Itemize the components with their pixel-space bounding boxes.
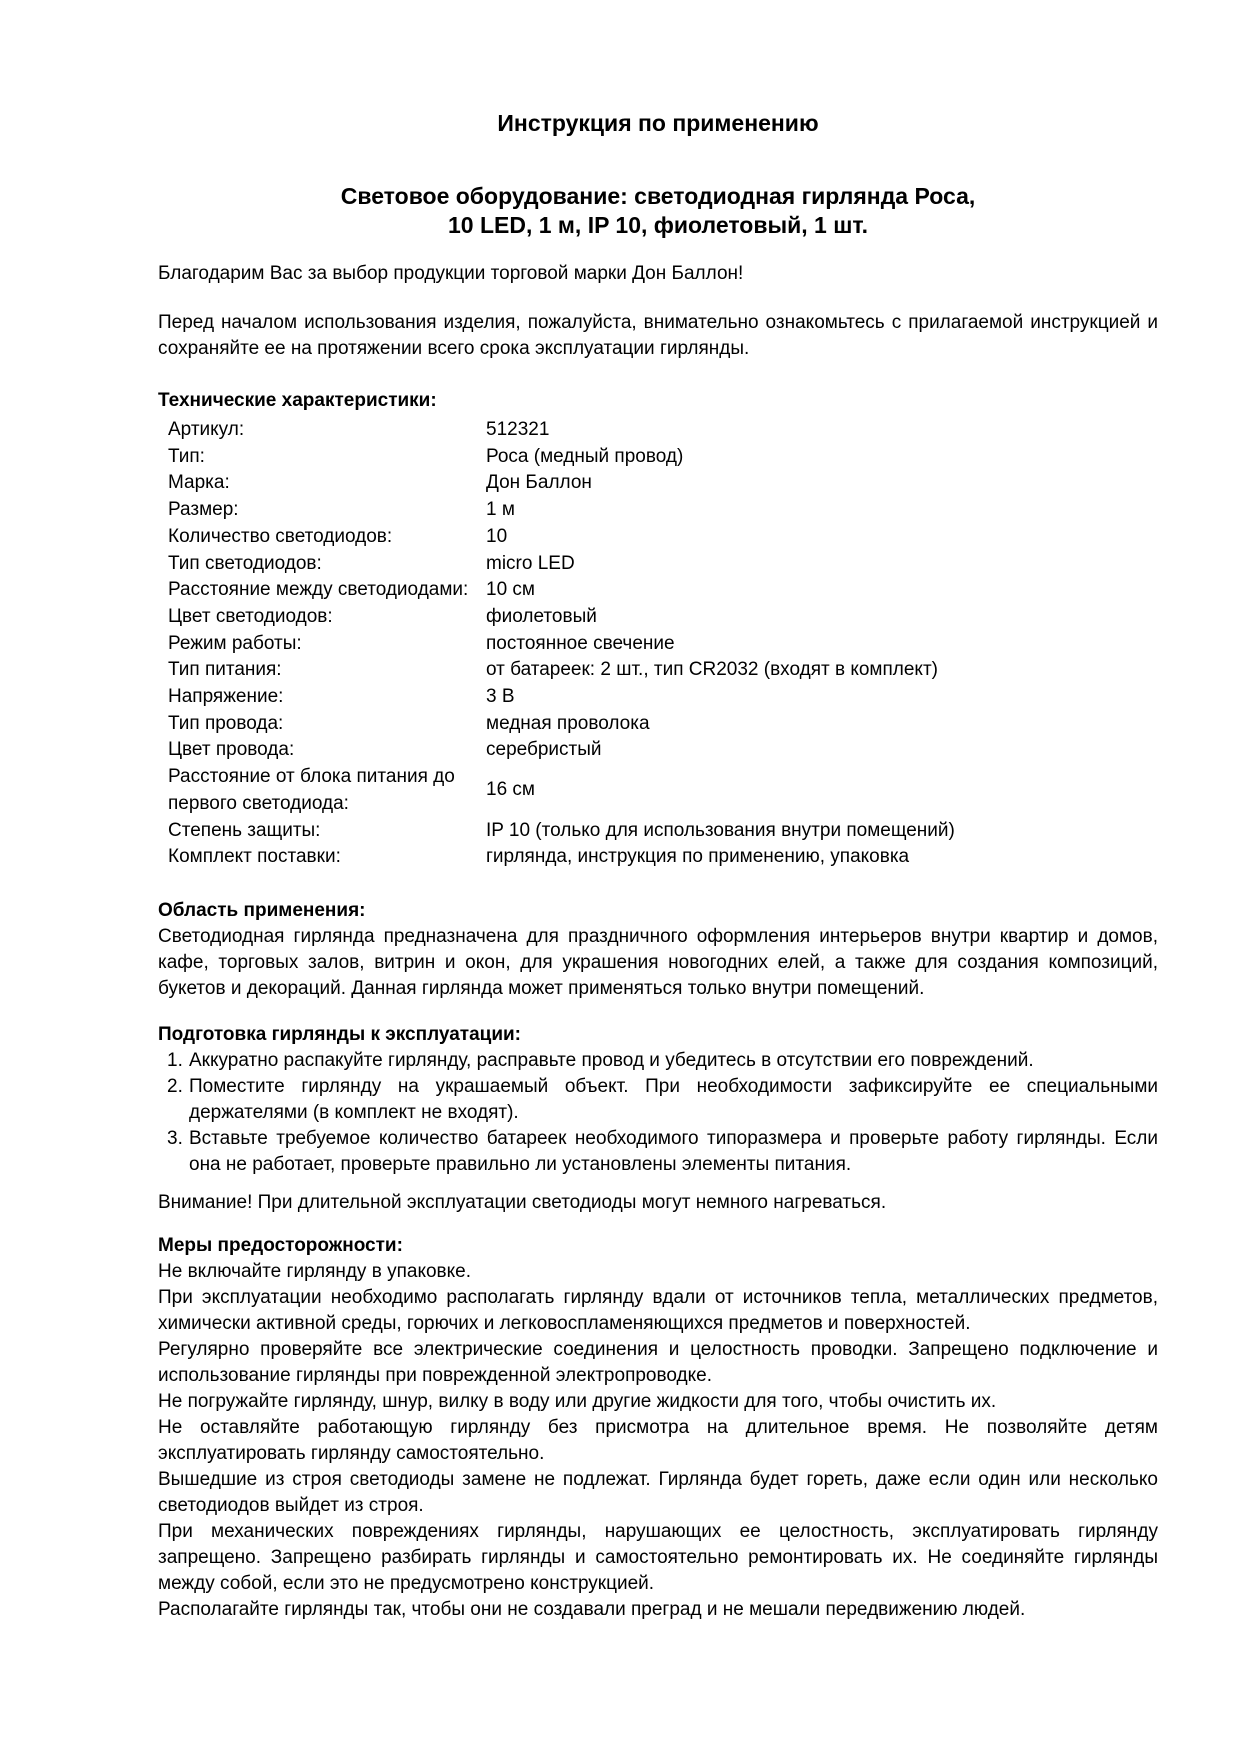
precaution-paragraph: При механических повреждениях гирлянды, нарушающих ее целостность, эксплуатировать гирлянду запрещено. Запрещено разбирать гирлянды и самостоятельно ремонтировать их. Не соединяйте гирлянды между собой, если это не предусмотрено конструкцией.: [158, 1520, 1158, 1594]
spec-label: Режим работы:: [168, 632, 302, 654]
spec-value: 512321: [486, 419, 550, 440]
spec-label: Цвет провода:: [168, 739, 295, 761]
list-item: [167, 1074, 1158, 1126]
list-item-number: 2.: [167, 1075, 183, 1097]
spec-row: [168, 497, 1158, 524]
specs-heading: Технические характеристики:: [158, 390, 437, 411]
thanks-paragraph: Благодарим Вас за выбор продукции торговой марки Дон Баллон!: [158, 263, 744, 284]
spec-table: [168, 417, 1158, 871]
spec-row: [168, 631, 1158, 658]
spec-row: [168, 444, 1158, 471]
spec-value: 10: [486, 525, 508, 547]
spec-value: серебристый: [486, 739, 602, 761]
list-item-number: 3.: [167, 1127, 183, 1149]
list-item: [167, 1048, 1158, 1074]
spec-value: 10 см: [486, 579, 535, 601]
spec-label: Тип питания:: [168, 659, 282, 681]
precaution-paragraph: Не погружайте гирлянду, шнур, вилку в воду или другие жидкости для того, чтобы очистить их.: [158, 1390, 997, 1412]
spec-row: [168, 764, 1158, 817]
spec-value: постоянное свечение: [486, 632, 675, 654]
spec-row: [168, 711, 1158, 738]
spec-row: [168, 737, 1158, 764]
spec-label: Тип провода:: [168, 712, 284, 734]
spec-label: Размер:: [168, 499, 239, 521]
list-item-text: Аккуратно распакуйте гирлянду, расправьте провод и убедитесь в отсутствии его повреждений.: [189, 1049, 1034, 1071]
spec-row: [168, 524, 1158, 551]
precaution-paragraph: Располагайте гирлянды так, чтобы они не создавали преград и не мешали передвижению людей.: [158, 1598, 1026, 1620]
warning-paragraph: Внимание! При длительной эксплуатации светодиоды могут немного нагреваться.: [158, 1191, 887, 1213]
spec-label: Комплект поставки:: [168, 846, 341, 868]
spec-row: [168, 604, 1158, 631]
spec-value: 1 м: [486, 499, 515, 521]
preparation-list: [167, 1048, 1158, 1178]
precaution-paragraph: При эксплуатации необходимо располагать гирлянду вдали от источников тепла, металлических предметов, химически активной среды, горючих и легковоспламеняющихся предметов и поверхностей.: [158, 1286, 1158, 1334]
spec-label: Артикул:: [168, 419, 245, 440]
spec-value: гирлянда, инструкция по применению, упаковка: [486, 846, 910, 868]
spec-value: от батареек: 2 шт., тип CR2032 (входят в комплект): [486, 659, 938, 681]
spec-value: 16 см: [486, 779, 535, 801]
spec-value: фиолетовый: [486, 605, 597, 627]
spec-label: Степень защиты:: [168, 819, 321, 841]
spec-row: [168, 818, 1158, 845]
precaution-paragraph: Не оставляйте работающую гирлянду без присмотра на длительное время. Не позволяйте детям эксплуатировать гирлянду самостоятельно.: [158, 1416, 1158, 1464]
spec-row: [168, 684, 1158, 711]
product-subtitle-line-1: Световое оборудование: светодиодная гирлянда Роса,: [340, 183, 976, 209]
spec-value: IP 10 (только для использования внутри помещений): [486, 819, 955, 841]
spec-row: [168, 470, 1158, 497]
spec-value: медная проволока: [486, 712, 650, 734]
spec-value: Дон Баллон: [486, 472, 592, 494]
spec-label: Марка:: [168, 472, 230, 494]
preparation-heading: Подготовка гирлянды к эксплуатации:: [158, 1023, 522, 1045]
list-item-text: Вставьте требуемое количество батареек необходимого типоразмера и проверьте работу гирлянды. Если она не работает, проверьте правильно ли установлены элементы питания.: [189, 1127, 1158, 1175]
spec-label: Количество светодиодов:: [168, 525, 393, 547]
product-subtitle-line-2: 10 LED, 1 м, IP 10, фиолетовый, 1 шт.: [447, 212, 869, 238]
list-item: [167, 1126, 1158, 1178]
spec-value: micro LED: [486, 552, 575, 574]
spec-label: Тип светодиодов:: [168, 552, 322, 574]
spec-row: [168, 657, 1158, 684]
application-paragraph: Светодиодная гирлянда предназначена для праздничного оформления интерьеров внутри квартир и домов, кафе, торговых залов, витрин и окон, для украшения новогодних елей, а также для создания композиций, букетов и декораций. Данная гирлянда может применяться только внутри помещений.: [158, 925, 1158, 999]
precaution-paragraph: Вышедшие из строя светодиоды замене не подлежат. Гирлянда будет гореть, даже если один или несколько светодиодов выйдет из строя.: [158, 1468, 1158, 1516]
spec-value: 3 В: [486, 686, 515, 708]
spec-row: [168, 844, 1158, 871]
spec-label: Тип:: [168, 445, 205, 467]
spec-label: Напряжение:: [168, 686, 284, 708]
precautions-heading: Меры предосторожности:: [158, 1234, 403, 1256]
application-heading: Область применения:: [158, 899, 366, 921]
spec-row: [168, 577, 1158, 604]
spec-value: Роса (медный провод): [486, 445, 684, 467]
spec-row: [168, 417, 1158, 444]
document-title: Инструкция по применению: [497, 110, 819, 136]
spec-label: Расстояние между светодиодами:: [168, 579, 469, 601]
intro-paragraph: Перед началом использования изделия, пожалуйста, внимательно ознакомьтесь с прилагаемой инструкцией и сохраняйте ее на протяжении всего срока эксплуатации гирлянды.: [158, 312, 1158, 359]
precaution-paragraph: Не включайте гирлянду в упаковке.: [158, 1260, 471, 1282]
precaution-paragraph: Регулярно проверяйте все электрические соединения и целостность проводки. Запрещено подключение и использование гирлянды при поврежденной электропроводке.: [158, 1338, 1158, 1386]
product-subtitle: [158, 182, 1158, 240]
document-content: [158, 108, 1158, 1623]
list-item-text: Поместите гирлянду на украшаемый объект. При необходимости зафиксируйте ее специальными держателями (в комплект не входят).: [189, 1075, 1158, 1123]
list-item-number: 1.: [167, 1049, 183, 1071]
spec-label: Цвет светодиодов:: [168, 605, 333, 627]
precautions-list: [158, 1259, 1158, 1623]
spec-row: [168, 551, 1158, 578]
spec-label: Расстояние от блока питания до первого светодиода:: [168, 766, 455, 814]
